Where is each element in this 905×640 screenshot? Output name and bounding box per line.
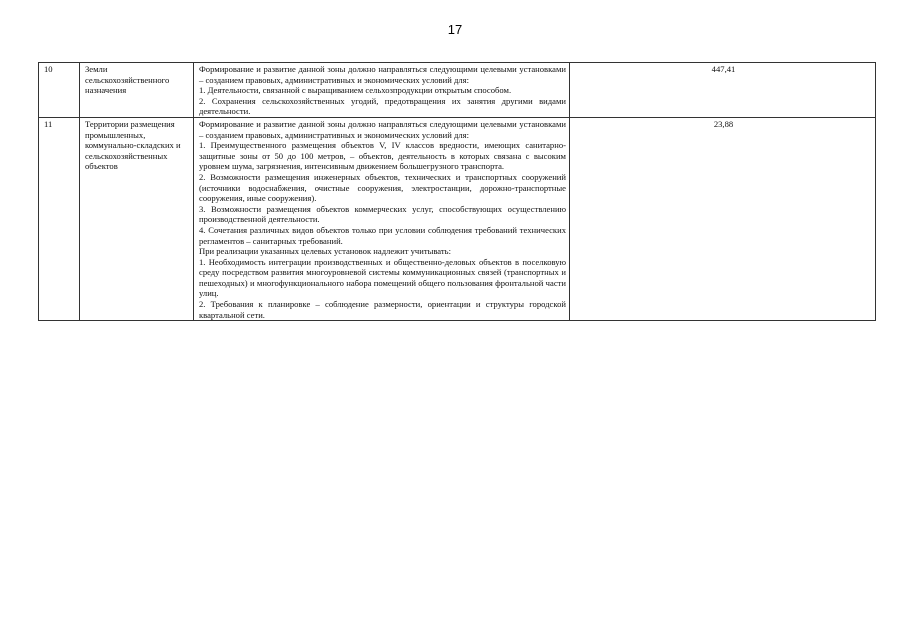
zone-area: 23,88 xyxy=(570,117,876,320)
row-number: 10 xyxy=(39,63,80,118)
zone-description xyxy=(194,117,570,320)
table-row xyxy=(39,117,876,320)
zone-area: 447,41 xyxy=(570,63,876,118)
zone-name-cell xyxy=(80,117,194,320)
description-paragraph: 1. Преимущественного размещения объектов V, IV классов вредности, имеющих санитарно-защитные зоны от 50 до 100 метров, – объектов, деятельность в которых связана с высоким уровнем шума, загрязнения, интенсивным движением большегрузного транспорта. xyxy=(199,140,566,172)
page-number: 17 xyxy=(447,22,463,37)
description-paragraph: 1. Необходимость интеграции производственных и общественно-деловых объектов в поселковую среду посредством развития многоуровневой системы коммуникационных связей (транспортных и пешеходных) и многофункционального набора помещений общего пользования фронтальной части улиц. xyxy=(199,256,566,299)
zone-name: Земли сельскохозяйственного назначения xyxy=(85,64,170,96)
row-number: 11 xyxy=(39,117,80,320)
description-paragraph: Формирование и развитие данной зоны должно направляться следующими целевыми установками – созданием правовых, административных и экономических условий для: xyxy=(199,64,566,85)
description-paragraph: 1. Деятельности, связанной с выращиванием сельхозпродукции открытым способом. xyxy=(199,85,512,96)
zone-name-cell xyxy=(80,63,194,118)
description-paragraph: 2. Требования к планировке – соблюдение размерности, ориентации и структуры городской квартальной сети. xyxy=(199,299,566,320)
table-row xyxy=(39,63,876,118)
description-paragraph: При реализации указанных целевых установок надлежит учитывать: xyxy=(199,246,451,257)
zone-description xyxy=(194,63,570,118)
description-paragraph: 2. Сохранения сельскохозяйственных угодий, предотвращения их занятия другими видами деятельности. xyxy=(199,95,566,117)
description-paragraph: 2. Возможности размещения инженерных объектов, технических и транспортных сооружений (источники водоснабжения, очистные сооружения, электростанции, дорожно-транспортные сооружения, иные сооружения). xyxy=(199,171,566,204)
description-paragraph: 3. Возможности размещения объектов коммерческих услуг, способствующих осуществлению производственной деятельности. xyxy=(199,203,566,225)
zones-table xyxy=(38,62,876,321)
description-paragraph: 4. Сочетания различных видов объектов только при условии соблюдения требований технических регламентов – санитарных требований. xyxy=(199,224,566,246)
description-paragraph: Формирование и развитие данной зоны должно направляться следующими целевыми установками – созданием правовых, административных и экономических условий для: xyxy=(199,118,566,140)
zone-name: Территории размещения промышленных, коммунально-складских и сельскохозяйственных объектов xyxy=(85,118,181,172)
